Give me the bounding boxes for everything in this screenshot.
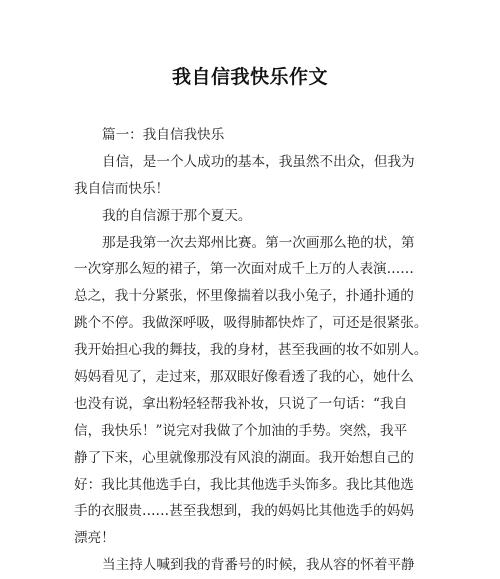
- paragraph-line: 我自信而快乐！: [74, 180, 170, 197]
- paragraph-line: 当主持人喊到我的背番号的时候，我从容的怀着平静: [102, 557, 415, 574]
- paragraph-line: 漂亮！: [74, 530, 115, 547]
- paragraph-line: 信，我快乐！”说完对我做了个加油的手势。突然，我平: [74, 422, 408, 439]
- paragraph-line: 也没有说，拿出粉轻轻帮我补妆，只说了一句话：“我自: [74, 395, 408, 412]
- paragraph-line: 妈妈看见了，走过来，那双眼好像看透了我的心，她什么: [74, 369, 414, 386]
- paragraph-line: 自信，是一个人成功的基本，我虽然不出众，但我为: [102, 153, 415, 170]
- paragraph-line: 好：我比其他选手白，我比其他选手头饰多。我比其他选: [74, 476, 414, 493]
- paragraph-line: 总之，我十分紧张，怀里像揣着以我小兔子，扑通扑通的: [74, 288, 414, 305]
- essay-body: [74, 122, 430, 579]
- paragraph-line: 我开始担心我的舞技，我的身材，甚至我画的妆不如别人。: [74, 342, 428, 359]
- paragraph-line: 手的衣服贵……甚至我想到，我的妈妈比其他选手的妈妈: [74, 503, 414, 520]
- paragraph-line: 跳个不停。我做深呼吸，吸得肺都快炸了，可还是很紧张。: [74, 315, 428, 332]
- paragraph-line: 一次穿那么短的裙子，第一次面对成千上万的人表演……: [74, 261, 414, 278]
- paragraph-line: 我的自信源于那个夏天。: [102, 207, 252, 224]
- document-title: 我自信我快乐作文: [171, 66, 328, 88]
- paragraph-line: 那是我第一次去郑州比赛。第一次画那么艳的状，第: [102, 234, 415, 251]
- paragraph-line: 静了下来，心里就像那没有风浪的湖面。我开始想自己的: [74, 449, 414, 466]
- section-heading: 篇一：我自信我快乐: [102, 127, 225, 143]
